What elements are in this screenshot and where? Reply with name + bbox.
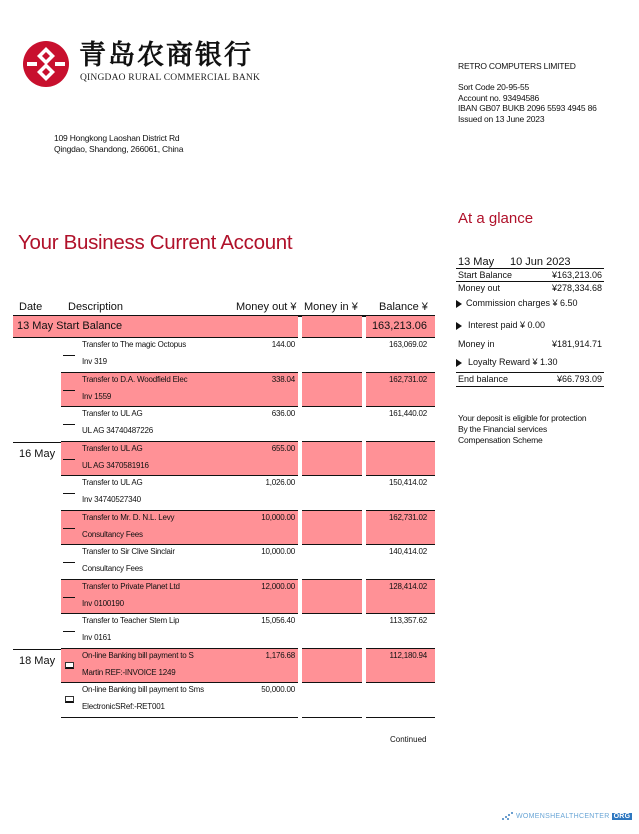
money-out-value: ¥278,334.68	[551, 282, 602, 293]
header-money-in: Money in ¥	[304, 301, 358, 313]
end-balance-label: End balance	[458, 374, 509, 384]
table-row	[13, 476, 435, 511]
row-money-out: 636.00	[271, 409, 295, 418]
row-reference: ElectronicSRef:-RET001	[82, 702, 165, 711]
transfer-dash-icon	[63, 528, 75, 529]
row-description: Transfer to The magic Octopus	[82, 340, 187, 349]
header-date: Date	[19, 301, 43, 313]
computer-icon	[65, 696, 74, 703]
transfer-dash-icon	[63, 424, 75, 425]
transfer-dash-icon	[63, 493, 75, 494]
row-money-out: 144.00	[271, 340, 295, 349]
interest-row[interactable]	[456, 316, 604, 335]
row-description: Transfer to Sir Clive Sinclair	[82, 547, 175, 556]
row-reference: Inv 34740527340	[82, 495, 141, 504]
row-balance: 112,180.94	[389, 650, 427, 660]
transfer-dash-icon	[63, 631, 75, 632]
row-reference: Inv 1559	[82, 391, 112, 401]
protection-line-1: Your deposit is eligible for protection	[458, 413, 587, 423]
row-reference: Inv 0100190	[82, 598, 124, 608]
loyalty-text: Loyalty Reward ¥ 1.30	[468, 357, 558, 367]
company-name: RETRO COMPUTERS LIMITED	[458, 61, 576, 71]
row-money-out: 338.04	[271, 374, 295, 384]
address-line-1: 109 Hongkong Laoshan District Rd	[54, 133, 180, 143]
transfer-dash-icon	[63, 390, 75, 391]
expand-triangle-icon[interactable]	[456, 300, 462, 308]
table-row	[13, 407, 435, 442]
sort-code: Sort Code 20-95-55	[458, 82, 530, 92]
money-out-row	[456, 282, 604, 295]
expand-triangle-icon[interactable]	[456, 359, 462, 367]
row-date: 16 May	[19, 447, 56, 460]
page-title: Your Business Current Account	[18, 231, 293, 254]
money-out-label: Money out	[458, 282, 501, 293]
header-balance: Balance ¥	[379, 301, 428, 313]
table-row	[13, 614, 435, 649]
row-money-out: 12,000.00	[261, 581, 295, 591]
money-in-label: Money in	[458, 339, 495, 349]
table-row	[13, 511, 435, 546]
row-reference: Consultancy Fees	[82, 564, 143, 573]
transfer-dash-icon	[63, 459, 75, 460]
start-balance-label: Start Balance	[458, 270, 513, 280]
account-number: Account no. 93494586	[458, 92, 540, 103]
account-details	[458, 82, 597, 124]
row-money-out: 10,000.00	[261, 512, 295, 522]
protection-line-3: Compensation Scheme	[458, 435, 543, 445]
glance-title: At a glance	[458, 210, 534, 227]
transfer-dash-icon	[63, 562, 75, 563]
transactions-table	[13, 300, 435, 718]
at-a-glance-panel	[456, 255, 604, 387]
table-row	[13, 442, 435, 477]
row-description: Transfer to UL AG	[82, 443, 143, 453]
protection-line-2: By the Financial services	[458, 424, 548, 434]
table-row	[13, 373, 435, 408]
row-description: Transfer to D.A. Woodfield Elec	[82, 374, 188, 384]
end-balance-value: ¥66.793.09	[556, 374, 602, 384]
start-balance-value: ¥163,213.06	[551, 270, 602, 280]
row-description: Transfer to Mr. D. N.L. Levy	[82, 512, 175, 522]
transfer-dash-icon	[63, 355, 75, 356]
row-description: Transfer to Private Planet Ltd	[82, 581, 180, 591]
table-row	[13, 649, 435, 684]
row-balance: 163,069.02	[388, 340, 427, 349]
row-reference: Consultancy Fees	[82, 529, 143, 539]
row-balance: 140,414.02	[388, 547, 427, 556]
watermark-badge: ORG	[613, 812, 631, 820]
row-balance: 150,414.02	[388, 478, 427, 487]
watermark-text: WOMENSHEALTHCENTER	[516, 812, 610, 820]
commission-text: Commission charges ¥ 6.50	[466, 298, 578, 308]
statement-period	[456, 255, 604, 269]
transfer-dash-icon	[63, 597, 75, 598]
issued-date: Issued on 13 June 2023	[458, 113, 545, 124]
row-reference: Martin REF:-INVOICE 1249	[82, 667, 176, 677]
row-money-out: 10,000.00	[261, 547, 295, 556]
start-balance-amount: 163,213.06	[371, 320, 427, 332]
money-in-row	[456, 335, 604, 353]
row-money-out: 1,176.68	[265, 650, 295, 660]
money-in-value: ¥181,914.71	[551, 339, 602, 349]
customer-address	[54, 133, 183, 155]
computer-icon	[65, 662, 74, 669]
row-balance: 113,357.62	[389, 616, 427, 625]
watermark	[502, 811, 632, 821]
deposit-protection-note	[458, 413, 586, 446]
iban: IBAN GB07 BUKB 2096 5593 4945 86	[458, 103, 597, 113]
row-description: Transfer to Teacher Stem Lip	[82, 616, 180, 625]
start-balance-row	[456, 269, 604, 282]
row-description: On-line Banking bill payment to Sms	[82, 685, 204, 694]
row-money-out: 655.00	[271, 443, 295, 453]
bank-name-english: QINGDAO RURAL COMMERCIAL BANK	[80, 73, 261, 83]
bank-logo	[22, 38, 287, 90]
table-header	[13, 300, 435, 316]
table-row	[13, 683, 435, 718]
table-row	[13, 580, 435, 615]
row-balance: 161,440.02	[388, 409, 427, 418]
row-date: 18 May	[19, 654, 56, 667]
address-line-2: Qingdao, Shandong, 266061, China	[54, 144, 184, 154]
header-money-out: Money out ¥	[236, 301, 297, 313]
watermark-dots-icon	[502, 811, 514, 821]
table-row	[13, 545, 435, 580]
row-money-out: 1,026.00	[265, 478, 295, 487]
row-reference: Inv 0161	[82, 633, 112, 642]
row-balance: 162,731.02	[388, 374, 427, 384]
row-money-out: 50,000.00	[261, 685, 295, 694]
row-description: Transfer to UL AG	[82, 409, 143, 418]
row-description: On-line Banking bill payment to S	[82, 650, 194, 660]
header-description: Description	[68, 301, 124, 313]
expand-triangle-icon[interactable]	[456, 322, 462, 330]
loyalty-row[interactable]	[456, 353, 604, 372]
commission-row[interactable]	[456, 294, 604, 313]
period-end: 10 Jun 2023	[510, 256, 571, 268]
table-row	[13, 338, 435, 373]
row-balance: 128,414.02	[388, 581, 427, 591]
end-balance-row	[456, 372, 604, 387]
row-reference: UL AG 34740487226	[82, 426, 154, 435]
continued-label: Continued	[390, 735, 427, 744]
row-reference: Inv 319	[82, 357, 107, 366]
period-start: 13 May	[458, 256, 495, 268]
row-description: Transfer to UL AG	[82, 478, 143, 487]
bank-name-chinese: 青岛农商银行	[79, 40, 253, 71]
row-money-out: 15,056.40	[261, 616, 295, 625]
interest-text: Interest paid ¥ 0.00	[468, 320, 546, 330]
start-balance-label: 13 May Start Balance	[17, 320, 123, 332]
start-balance-row	[13, 316, 435, 338]
row-reference: UL AG 3470581916	[82, 460, 149, 470]
row-balance: 162,731.02	[388, 512, 427, 522]
bank-logo-icon	[22, 40, 70, 88]
